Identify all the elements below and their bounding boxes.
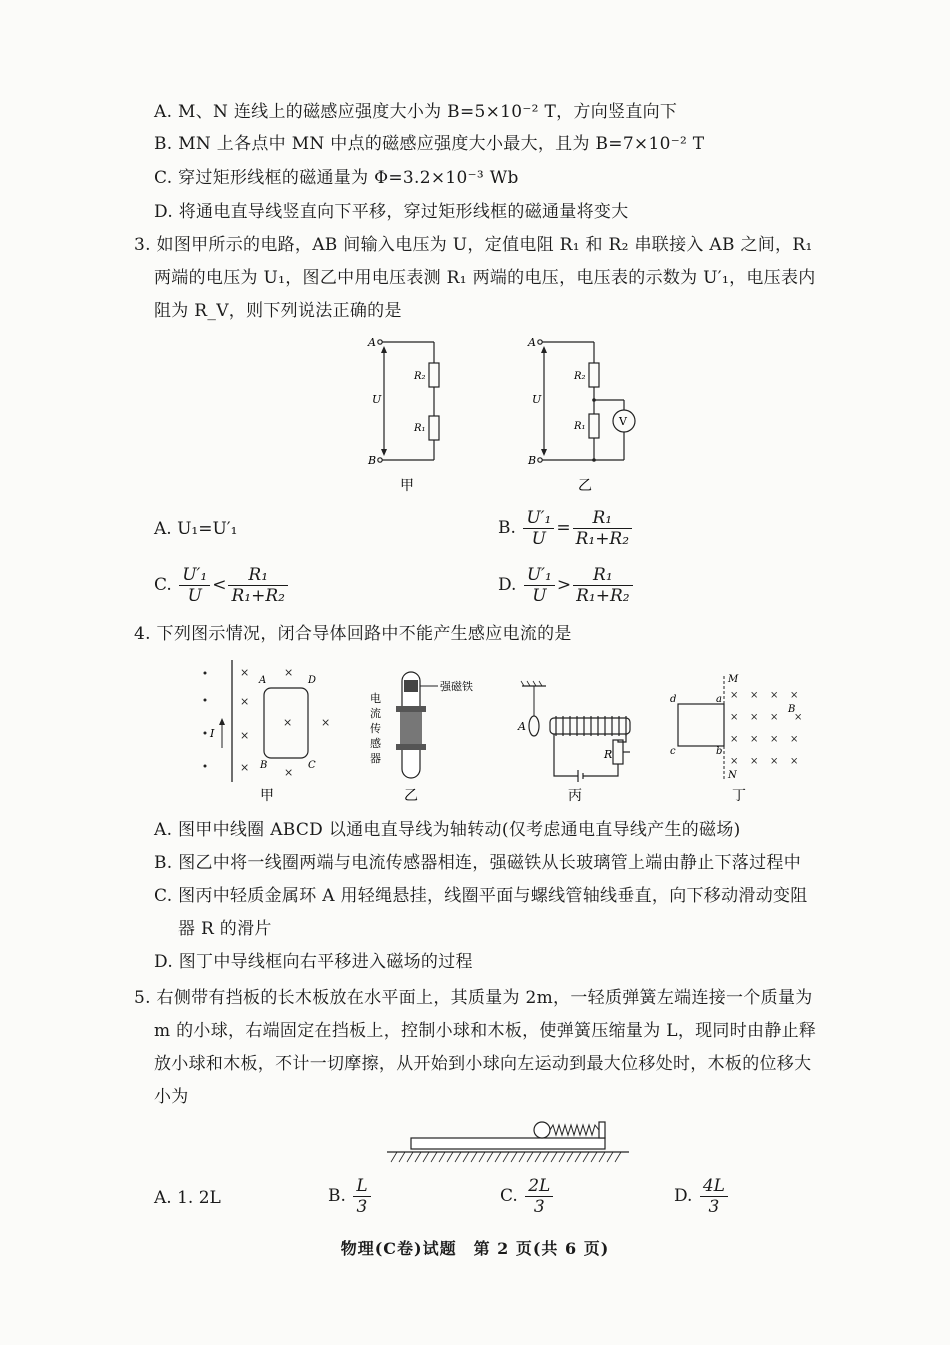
label-r1: R₁: [414, 423, 426, 434]
q3-stem-line3: 阻为 R_V，则下列说法正确的是: [154, 301, 402, 321]
q3-option-c: [154, 565, 290, 606]
fraction: $\frac{2L}{3}$: [525, 1176, 553, 1217]
q5-option-b: [328, 1176, 373, 1217]
q5-option-a: A. 1. 2L: [154, 1188, 221, 1208]
q2-option-d: D. 将通电直导线竖直向下平移，穿过矩形线框的磁通量将变大: [154, 202, 629, 222]
q3-option-a: A. U₁=U′₁: [154, 519, 238, 539]
svg-text:×: ×: [240, 761, 250, 774]
svg-text:×: ×: [750, 690, 759, 701]
figure-caption-yi: 乙: [404, 788, 418, 804]
sensor-char: 感: [370, 737, 381, 750]
svg-text:×: ×: [284, 766, 294, 779]
svg-text:×: ×: [790, 734, 799, 745]
ring-label: A: [518, 720, 526, 733]
corner-c: C: [308, 760, 316, 771]
q5-option-c: [500, 1176, 555, 1217]
q3-option-d: [498, 565, 635, 606]
figure-jia-wire-coil: [196, 660, 346, 805]
svg-text:×: ×: [730, 712, 739, 723]
corner-b: B: [260, 760, 268, 771]
svg-text:×: ×: [750, 756, 759, 767]
q4-option-c-line1: C. 图丙中轻质金属环 A 用轻绳悬挂，线圈平面与螺线管轴线垂直，向下移动滑动变阻: [154, 886, 808, 906]
svg-text:×: ×: [794, 712, 803, 723]
sensor-char: 传: [370, 722, 381, 735]
svg-text:×: ×: [790, 690, 799, 701]
svg-text:×: ×: [770, 690, 779, 701]
svg-text:×: ×: [730, 734, 739, 745]
fraction-u1-over-u: $\frac{\text{U′₁}}{U}$: [179, 565, 210, 606]
fraction-u1-over-u: $\frac{\text{U′₁}}{U}$: [524, 565, 555, 606]
sensor-char: 电: [370, 692, 381, 705]
label-r2: R₂: [414, 371, 426, 382]
corner-a: A: [259, 675, 267, 686]
label-a: a: [716, 694, 722, 705]
q4-option-d: D. 图丁中导线框向右平移进入磁场的过程: [154, 952, 473, 972]
q5-option-d: [674, 1176, 730, 1217]
resistor-label: R: [604, 748, 613, 761]
figure-caption-jia: 甲: [400, 478, 414, 494]
label-b: b: [716, 746, 723, 757]
sensor-char: 流: [370, 707, 381, 720]
svg-text:×: ×: [750, 712, 759, 723]
magnet-label: 强磁铁: [440, 680, 473, 693]
svg-text:×: ×: [730, 690, 739, 701]
figure-ding-frame-field: [664, 670, 814, 806]
label-u: U: [532, 393, 542, 406]
fraction: $\frac{4L}{3}$: [700, 1176, 728, 1217]
figure-caption-ding: 丁: [732, 788, 746, 804]
label-n: N: [728, 770, 737, 781]
label-r1: R₁: [574, 421, 586, 432]
operator: >: [556, 575, 572, 595]
q5-stem-line2: m 的小球，右端固定在挡板上，控制小球和木板，使弹簧压缩量为 L，现同时由静止释: [154, 1021, 817, 1041]
q3-option-b: [498, 508, 634, 549]
q5-stem-line3: 放小球和木板，不计一切摩擦，从开始到小球向左运动到最大位移处时，木板的位移大: [154, 1054, 812, 1074]
q5-stem-line1: 5. 右侧带有挡板的长木板放在水平面上，其质量为 2m，一轻质弹簧左端连接一个质量为: [134, 988, 813, 1008]
label-r2: R₂: [574, 371, 586, 382]
sensor-char: 器: [370, 752, 381, 765]
circuit-diagram-yi: [520, 330, 650, 495]
svg-text:×: ×: [283, 716, 293, 729]
svg-text:×: ×: [240, 695, 250, 708]
voltmeter-label: V: [619, 415, 627, 428]
svg-text:×: ×: [730, 756, 739, 767]
label-u: U: [372, 393, 382, 406]
corner-d: D: [308, 675, 317, 686]
q4-stem: 4. 下列图示情况，闭合导体回路中不能产生感应电流的是: [134, 624, 572, 644]
label-a: A: [528, 336, 536, 349]
label-field-b: B: [788, 704, 796, 715]
current-label: I: [210, 727, 215, 740]
figure-board-spring: [385, 1112, 635, 1164]
q4-option-a: A. 图甲中线圈 ABCD 以通电直导线为轴转动(仅考虑通电直导线产生的磁场): [154, 820, 741, 840]
q4-option-c-line2: 器 R 的滑片: [178, 919, 272, 939]
svg-text:×: ×: [770, 712, 779, 723]
page-footer: 物理(C卷)试题 第 2 页(共 6 页): [340, 1239, 610, 1258]
q3-stem-line1: 3. 如图甲所示的电路，AB 间输入电压为 U，定值电阻 R₁ 和 R₂ 串联接入 AB 之间，R₁: [134, 235, 813, 255]
svg-text:×: ×: [770, 734, 779, 745]
figure-caption-bing: 丙: [568, 788, 582, 804]
fraction-r1-over-sum: $\frac{\text{R₁}}{\text{R₁+R₂}}$: [573, 508, 632, 549]
svg-text:×: ×: [750, 734, 759, 745]
operator: <: [212, 575, 227, 595]
option-letter: D.: [674, 1186, 693, 1206]
svg-text:×: ×: [321, 716, 331, 729]
q4-option-b: B. 图乙中将一线圈两端与电流传感器相连，强磁铁从长玻璃管上端由静止下落过程中: [154, 853, 801, 873]
svg-text:×: ×: [284, 666, 294, 679]
q3-stem-line2: 两端的电压为 U₁，图乙中用电压表测 R₁ 两端的电压，电压表的示数为 U′₁，电压表内: [154, 268, 816, 288]
q2-option-a: A. M、N 连线上的磁感应强度大小为 B=5×10⁻² T，方向竖直向下: [154, 102, 678, 122]
figure-yi-magnet-tube: [364, 666, 494, 806]
q2-option-b: B. MN 上各点中 MN 中点的磁感应强度大小最大，且为 B=7×10⁻² T: [154, 134, 705, 154]
svg-text:×: ×: [770, 756, 779, 767]
option-letter: B.: [498, 518, 516, 538]
circuit-diagram-jia: [360, 330, 470, 495]
label-c: c: [670, 746, 676, 757]
svg-text:×: ×: [790, 756, 799, 767]
svg-text:×: ×: [240, 729, 250, 742]
label-b: B: [368, 454, 377, 467]
option-letter: D.: [498, 575, 517, 595]
label-d: d: [670, 694, 677, 705]
option-letter: B.: [328, 1186, 346, 1206]
q2-option-c: C. 穿过矩形线框的磁通量为 Φ=3.2×10⁻³ Wb: [154, 168, 519, 188]
operator: =: [556, 518, 571, 538]
label-m: M: [728, 674, 739, 685]
option-letter: C.: [500, 1186, 518, 1206]
option-letter: C.: [154, 575, 172, 595]
fraction-r1-over-sum: $\frac{\text{R₁}}{\text{R₁+R₂}}$: [228, 565, 287, 606]
label-a: A: [368, 336, 376, 349]
svg-text:×: ×: [240, 666, 250, 679]
fraction-u1-over-u: $\frac{\text{U′₁}}{U}$: [523, 508, 554, 549]
fraction: $\frac{L}{3}$: [353, 1176, 370, 1217]
fraction-r1-over-sum: $\frac{\text{R₁}}{\text{R₁+R₂}}$: [573, 565, 632, 606]
q5-stem-line4: 小为: [154, 1087, 189, 1107]
figure-caption-jia: 甲: [260, 788, 274, 804]
figure-bing-solenoid: [510, 676, 645, 806]
label-b: B: [528, 454, 537, 467]
figure-caption-yi: 乙: [578, 478, 592, 494]
